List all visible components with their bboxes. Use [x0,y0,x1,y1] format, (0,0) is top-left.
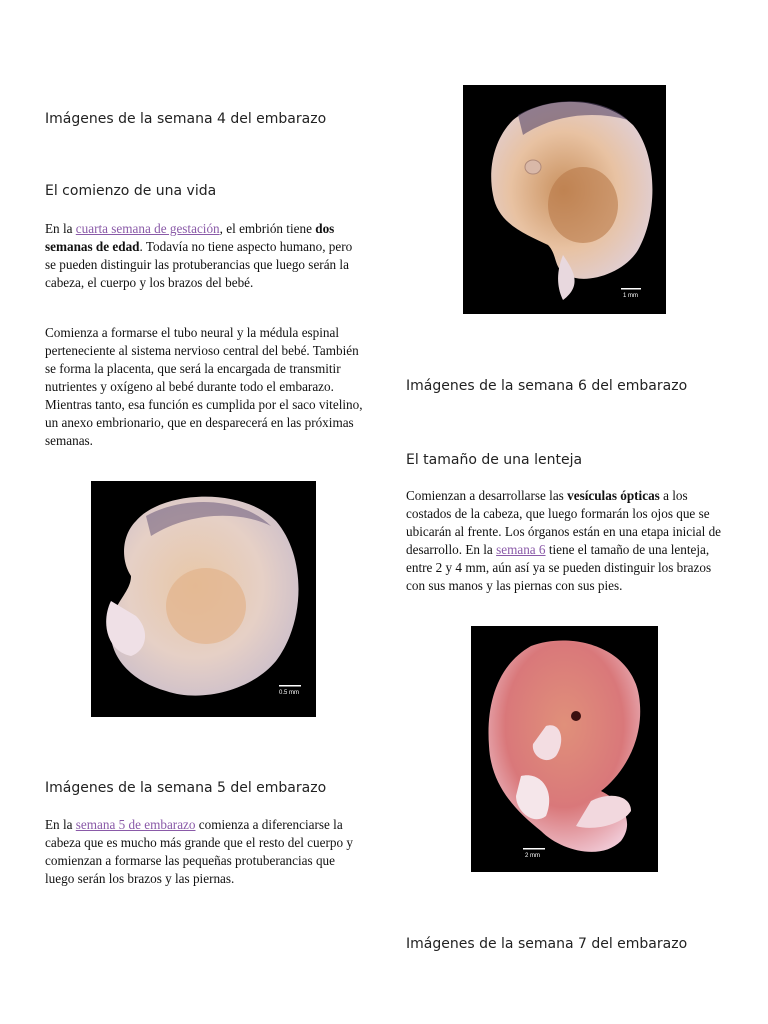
scale-label: 0.5 mm [279,690,300,696]
link-cuarta-semana[interactable]: cuarta semana de gestación [75,221,220,236]
week6-paragraph-1: Comienzan a desarrollarse las vesículas ópticas a los costados de la cabeza, que luego formarán los ojos que se ubicarán al frente. Los órganos están en una etapa inicial de desarrollo. En la semana 6 tiene el tamaño de una lenteja, entre 2 y 4 mm, aún así ya se pueden distinguir los brazos con sus manos y las piernas con sus pies. [406,488,722,593]
embryo-week5-image [463,85,666,314]
week6-heading: Imágenes de la semana 6 del embarazo [406,378,688,394]
embryo-week4-image [91,481,316,717]
embryo-week4-illustration [91,481,316,717]
link-semana-6[interactable]: semana 6 [496,542,546,557]
link-semana-5[interactable]: semana 5 de embarazo [75,817,196,832]
week4-paragraph-1: En la cuarta semana de gestación, el embrión tiene dos semanas de edad. Todavía no tiene aspecto humano, pero se pueden distinguir las protuberancias que luego serán la cabeza, el cuerpo y los brazos del bebé. [45,221,353,290]
week4-heading: Imágenes de la semana 4 del embarazo [45,111,327,127]
week5-paragraph-1: En la semana 5 de embarazo comienza a diferenciarse la cabeza que es mucho más grande que el resto del cuerpo y comienzan a formarse las pequeñas protuberancias que luego serán los brazos y las piernas. [45,817,353,886]
week4-paragraph-2: Comienza a formarse el tubo neural y la médula espinal perteneciente al sistema nervioso central del bebé. También se forma la placenta, que será la encargada de transmitir nutrientes y oxígeno al bebé durante todo el embarazo. Mientras tanto, esa función es cumplida por el saco vitelino, un anexo embrionario, que en desparecerá en las próximas semanas. [45,325,363,448]
scale-label: 2 mm [525,853,540,859]
embryo-week6-image [471,626,658,872]
embryo-week6-illustration [471,626,658,872]
week7-heading: Imágenes de la semana 7 del embarazo [406,936,688,952]
scale-label: 1 mm [623,293,638,299]
week6-subheading: El tamaño de una lenteja [406,452,583,468]
week4-subheading: El comienzo de una vida [45,183,217,199]
embryo-week5-illustration [463,85,666,314]
week5-heading: Imágenes de la semana 5 del embarazo [45,780,327,796]
